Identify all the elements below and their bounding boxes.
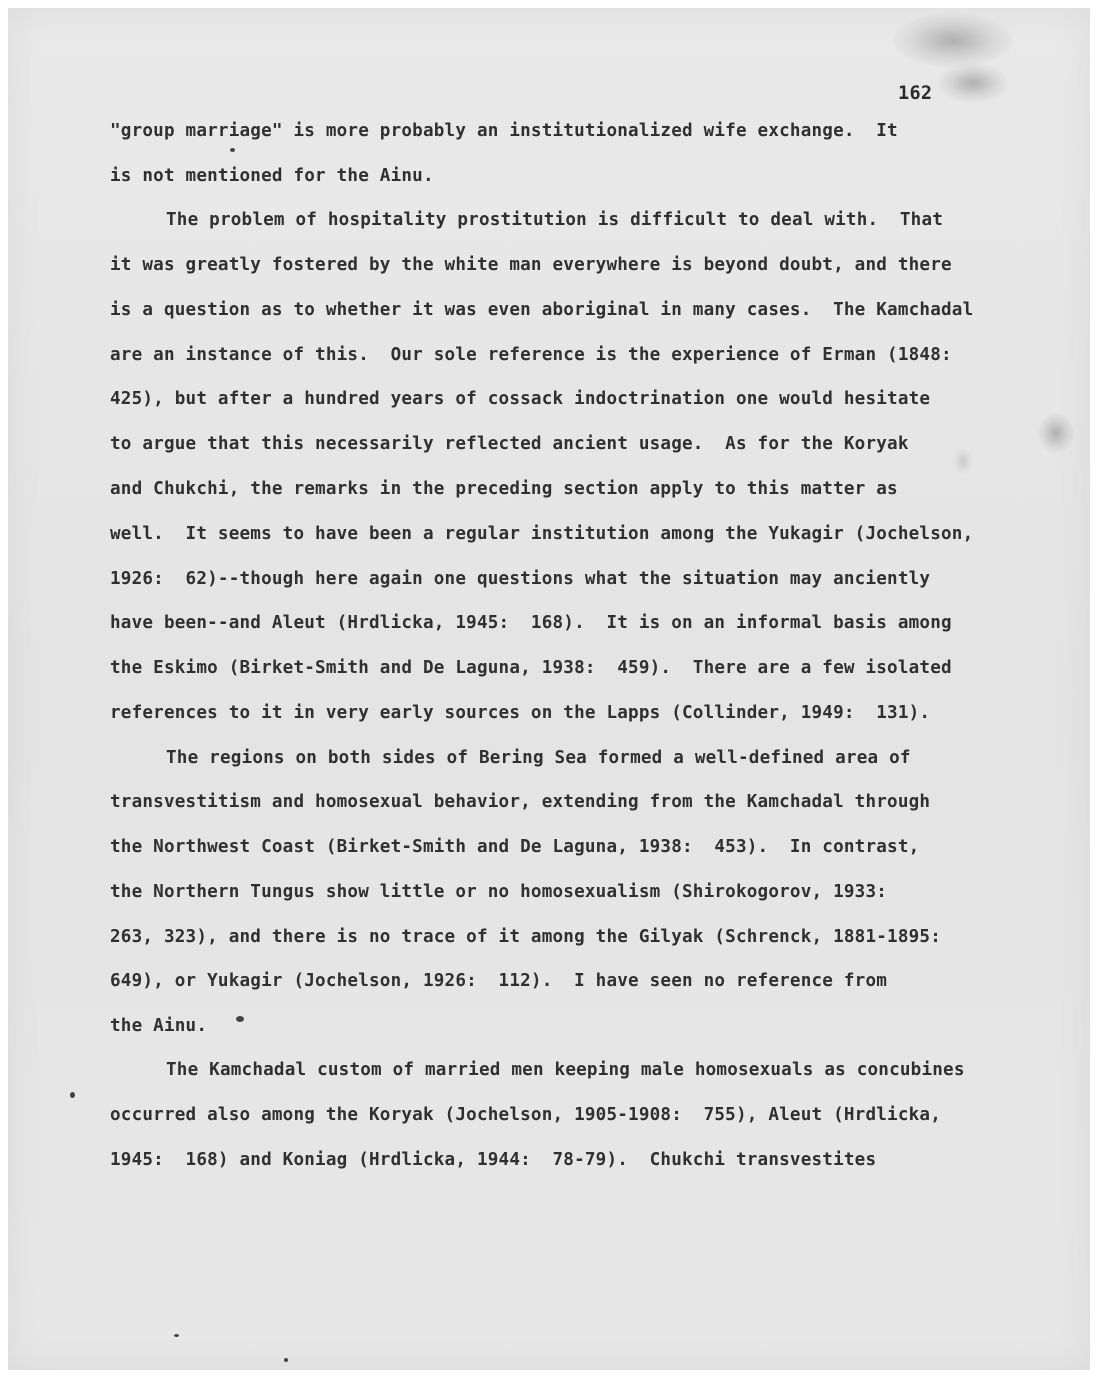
text-line: is a question as to whether it was even aboriginal in many cases. The Kamchadal	[110, 300, 974, 320]
text-line: have been--and Aleut (Hrdlicka, 1945: 168). It is on an informal basis among	[110, 613, 952, 633]
text-line: are an instance of this. Our sole reference is the experience of Erman (1848:	[110, 345, 952, 365]
page-number: 162	[898, 83, 933, 104]
document-page	[8, 8, 1090, 1370]
scan-speck	[230, 148, 235, 152]
text-line: to argue that this necessarily reflected ancient usage. As for the Koryak	[110, 434, 909, 454]
text-line: the Ainu.	[110, 1016, 208, 1036]
paragraph-start-line: The regions on both sides of Bering Sea formed a well-defined area of	[166, 748, 911, 768]
scan-smudge	[938, 63, 1008, 103]
scan-speck	[70, 1092, 75, 1098]
scan-smudge	[953, 448, 973, 474]
scan-smudge	[1038, 413, 1074, 453]
text-line: and Chukchi, the remarks in the preceding section apply to this matter as	[110, 479, 898, 499]
text-line: transvestitism and homosexual behavior, extending from the Kamchadal through	[110, 792, 931, 812]
text-line: the Northern Tungus show little or no homosexualism (Shirokogorov, 1933:	[110, 882, 888, 902]
text-line: references to it in very early sources on the Lapps (Collinder, 1949: 131).	[110, 703, 931, 723]
text-line: "group marriage" is more probably an institutionalized wife exchange. It	[110, 121, 898, 141]
scan-speck	[174, 1334, 179, 1337]
paragraph-start-line: The Kamchadal custom of married men keeping male homosexuals as concubines	[166, 1060, 965, 1080]
scan-smudge	[893, 13, 1013, 68]
text-line: the Eskimo (Birket-Smith and De Laguna, 1938: 459). There are a few isolated	[110, 658, 952, 678]
text-line: 263, 323), and there is no trace of it among the Gilyak (Schrenck, 1881-1895:	[110, 927, 942, 947]
paragraph-start-line: The problem of hospitality prostitution is difficult to deal with. That	[166, 210, 944, 230]
scan-speck	[236, 1016, 244, 1022]
text-line: 649), or Yukagir (Jochelson, 1926: 112). I have seen no reference from	[110, 971, 888, 991]
text-line: 425), but after a hundred years of cossack indoctrination one would hesitate	[110, 389, 931, 409]
text-line: the Northwest Coast (Birket-Smith and De Laguna, 1938: 453). In contrast,	[110, 837, 920, 857]
text-line: 1945: 168) and Koniag (Hrdlicka, 1944: 78-79). Chukchi transvestites	[110, 1150, 877, 1170]
text-line: occurred also among the Koryak (Jochelson, 1905-1908: 755), Aleut (Hrdlicka,	[110, 1105, 942, 1125]
scan-speck	[284, 1358, 288, 1362]
text-line: 1926: 62)--though here again one questions what the situation may anciently	[110, 569, 931, 589]
text-line: it was greatly fostered by the white man everywhere is beyond doubt, and there	[110, 255, 952, 275]
text-line: is not mentioned for the Ainu.	[110, 166, 434, 186]
text-line: well. It seems to have been a regular institution among the Yukagir (Jochelson,	[110, 524, 974, 544]
